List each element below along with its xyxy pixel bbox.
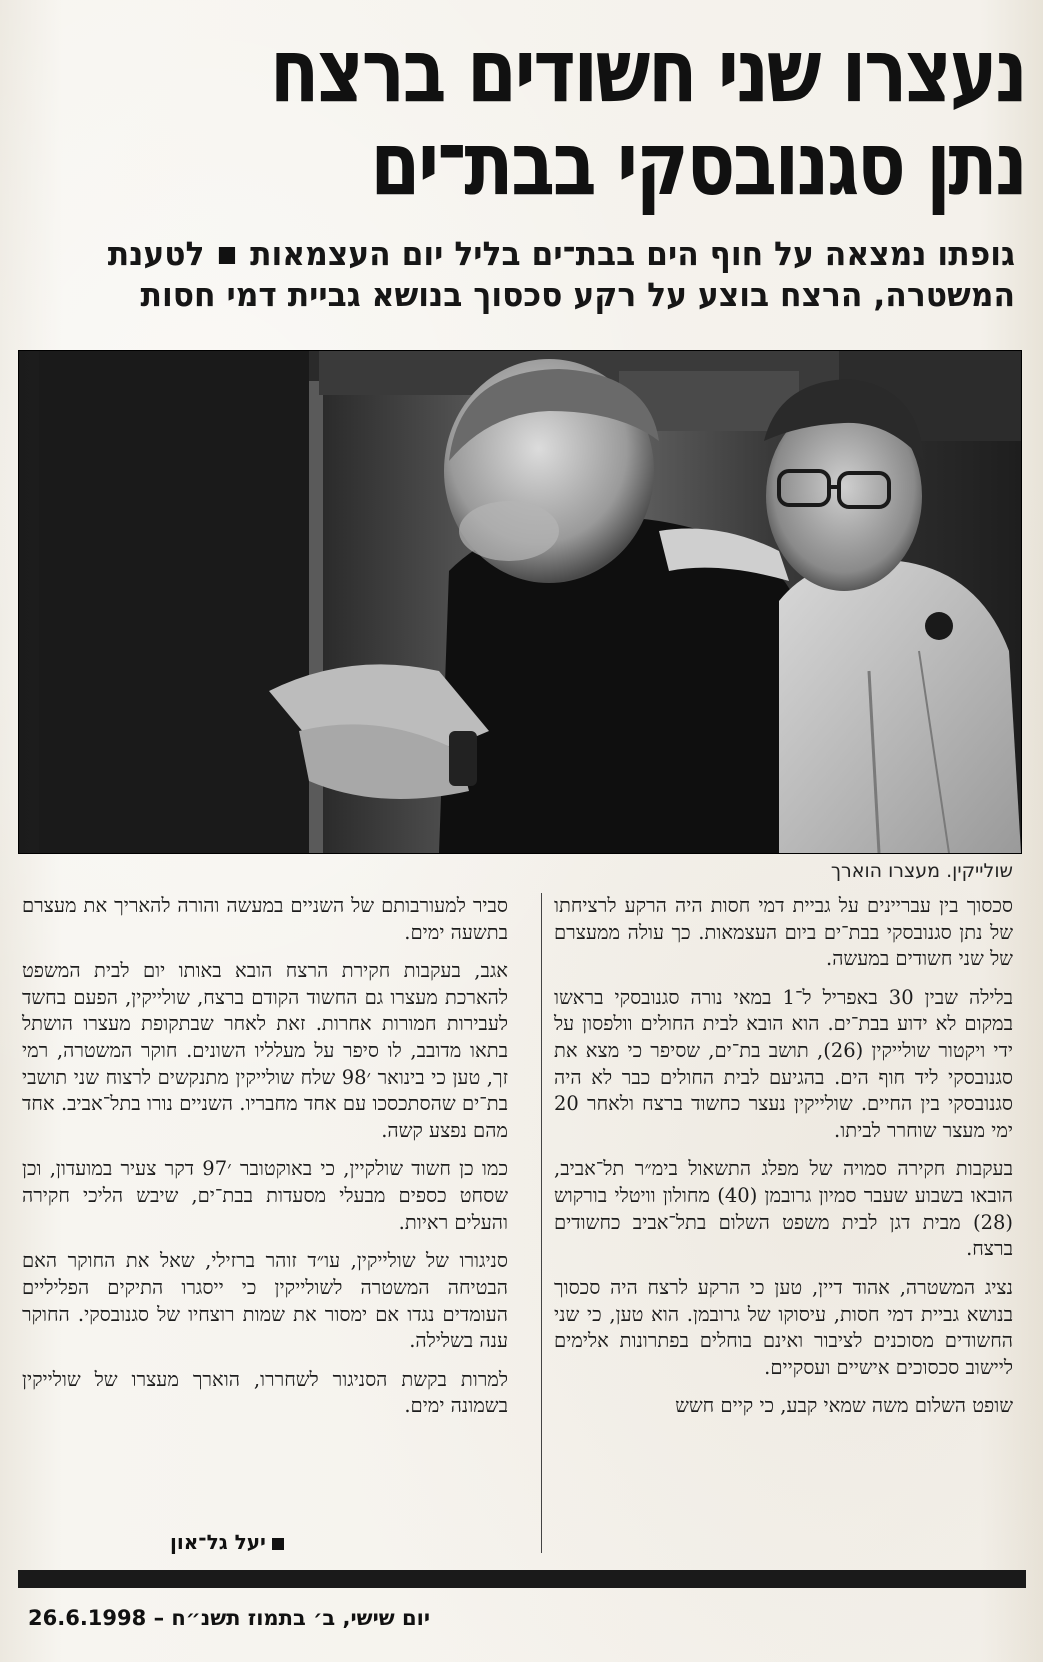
subheadline-line-1 <box>70 233 1015 274</box>
article-paragraph: בעקבות חקירה סמויה של מפלג התשאול בימ״ר תל־אביב, הובאו בשבוע שעבר סמיון גרובמן (40) מחולון וויטלי בורקוש (28) מבית דגן לבית משפט השלום בתל־אביב כחשודים ברצח. <box>554 1157 1013 1261</box>
article-paragraph: כמו כן חשוד שולקיין, כי באוקטובר ׳97 דקר צעיר במועדון, וכן שסחט כספים מבעלי מסעדות בבת־ים, שיבש הליכי חקירה והעלים ראיות. <box>22 1157 508 1234</box>
square-bullet-icon <box>219 247 235 264</box>
byline-author: יעל גל־און <box>170 1530 266 1554</box>
headline-line-1: נעצרו שני חשודים ברצח <box>269 19 1026 122</box>
article-column-left <box>22 893 508 1432</box>
square-bullet-icon <box>272 1538 284 1550</box>
article-paragraph: סביר למעורבותם של השניים במעשה והורה להאריך את מעצרם בתשעה ימים. <box>22 894 508 944</box>
footer-date: 26.6.1998 <box>28 1606 147 1630</box>
headline-line-2: נתן סגנובסקי בבת־ים <box>369 112 1025 216</box>
subheadline-text-1: גופתו נמצאה על חוף הים בבת־ים בליל יום העצמאות <box>250 234 1015 273</box>
subheadline-line-2: המשטרה, הרצח בוצע על רקע סכסוך בנושא גביית דמי חסות <box>140 275 1015 315</box>
footer-rule <box>18 1570 1026 1588</box>
footer-day: יום שישי, ב׳ בתמוז תשנ״ח – <box>153 1606 431 1630</box>
article-paragraph: שופט השלום משה שמאי קבע, כי קיים חשש <box>675 1394 1013 1418</box>
headline <box>0 19 1026 216</box>
subheadline <box>70 233 1015 316</box>
article-paragraph: בלילה שבין 30 באפריל ל־1 במאי נורה סגנובסקי בראשו במקום לא ידוע בבת־ים. הוא הובא לבית החולים וולפסון על ידי ויקטור שולייקין (26), תושב בת־ים, שסיפר כי מצא את סגנובסקי ליד חוף הים. בהגיעם לבית החולים כבר לא היה סגנובסקי בין החיים. שולייקין נעצר כחשוד ברצח ולאחר 20 ימי מעצר שוחרר לביתו. <box>554 985 1013 1142</box>
article-paragraph: סכסוך בין עבריינים על גביית דמי חסות היה הרקע לרציחתו של נתן סגנובסקי בבת־ים ביום העצמאות. כך עולה ממעצרם של שני חשודים במעשה. <box>554 894 1013 971</box>
article-column-right <box>541 893 1013 1553</box>
photo-illustration <box>19 351 1021 853</box>
article-paragraph: למרות בקשת הסניגור לשחררו, הוארך מעצרו של שולייקין בשמונה ימים. <box>22 1367 508 1418</box>
subheadline-text-2: לטענת <box>107 234 205 273</box>
publication-date-line <box>28 1606 430 1630</box>
article-paragraph: נציג המשטרה, אהוד דיין, טען כי הרקע לרצח היה סכסוך בנושא גביית דמי חסות, עיסוקו של גרובמן. הוא טען, כי שני החשודים מסוכנים לציבור ואינם בוחלים בפתרונות אלימים ליישוב סכסוכים אישיים ועסקיים. <box>554 1275 1013 1379</box>
article-paragraph: אגב, בעקבות חקירת הרצח הובא באותו יום לבית המשפט להארכת מעצרו גם החשוד הקודם ברצח, שולייקין, הפעם בחשד לעבירות חמורות אחרות. זאת לאחר שבתקופת מעצרו הושתל בתאו מדובב, לו סיפר על מעלליו השונים. חוקר המשטרה, רמי זך, טען כי בינואר ׳98 שלח שולייקין מתנקשים לרצוח שני תושבי בת־ים שהסתכסכו עם אחד מחבריו. השניים נורו בתל־אביב. אחד מהם נפצע קשה. <box>22 959 509 1142</box>
news-photo <box>18 350 1022 854</box>
photo-caption: שולייקין. מעצרו הוארך <box>830 860 1013 882</box>
byline <box>170 1530 284 1554</box>
article-paragraph: סניגורו של שולייקין, עו״ד זוהר ברזילי, שאל את החוקר האם הבטיחה המשטרה לשולייקין כי ייסגרו התיקים הפליליים העומדים נגדו אם ימסור את שמות רוצחיו של סגנובסקי. החוקר ענה בשלילה. <box>22 1249 508 1353</box>
